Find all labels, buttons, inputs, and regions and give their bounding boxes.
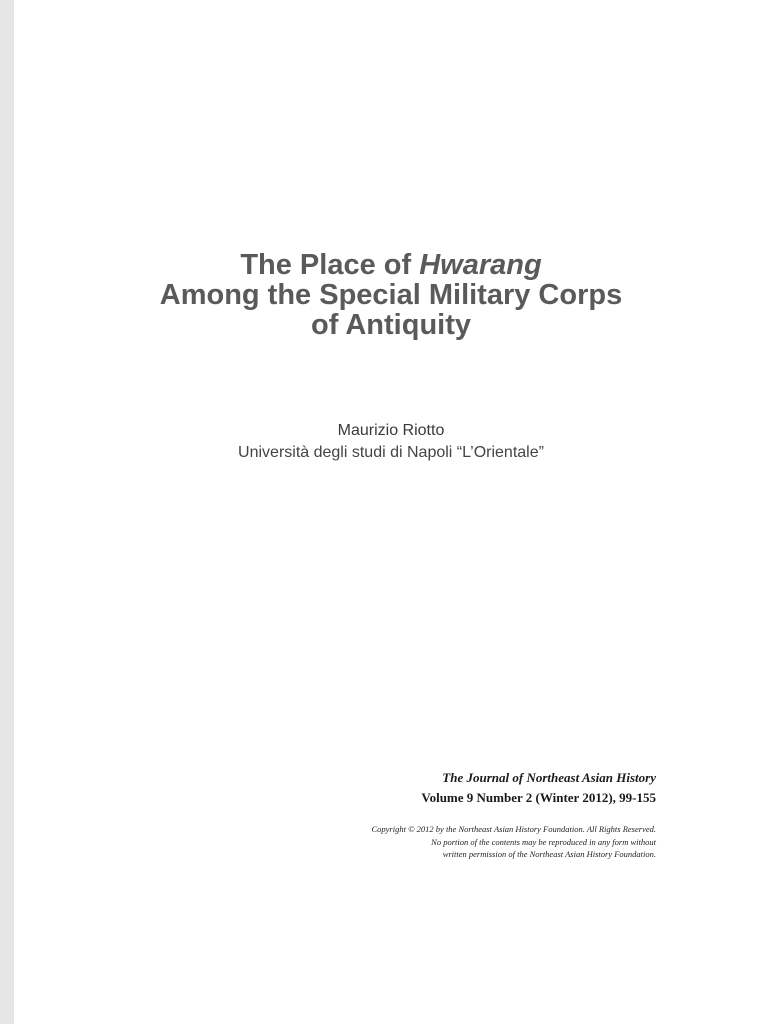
title-line-2: Among the Special Military Corps (159, 279, 623, 311)
journal-name: The Journal of Northeast Asian History (442, 770, 656, 785)
title-line-1-italic: Hwarang (419, 249, 542, 281)
author-block (14, 420, 768, 464)
author-name: Maurizio Riotto (337, 422, 445, 439)
title-line-1-prefix: The Place of (240, 249, 420, 281)
document-page (14, 0, 768, 1024)
title-line-3: of Antiquity (311, 309, 471, 341)
copyright-line-3: written permission of the Northeast Asian History Foundation. (442, 849, 656, 859)
copyright-line-2: No portion of the contents may be reproduced in any form without (431, 836, 656, 847)
copyright-line-1: Copyright © 2012 by the Northeast Asian History Foundation. All Rights Reserved. (371, 824, 656, 834)
copyright-notice (371, 823, 656, 861)
title-line-1 (14, 250, 768, 280)
journal-volume: Volume 9 Number 2 (Winter 2012), 99-155 (421, 790, 656, 805)
article-title (14, 250, 768, 340)
journal-info (421, 768, 656, 808)
author-affiliation: Università degli studi di Napoli “L’Orientale” (238, 444, 544, 461)
